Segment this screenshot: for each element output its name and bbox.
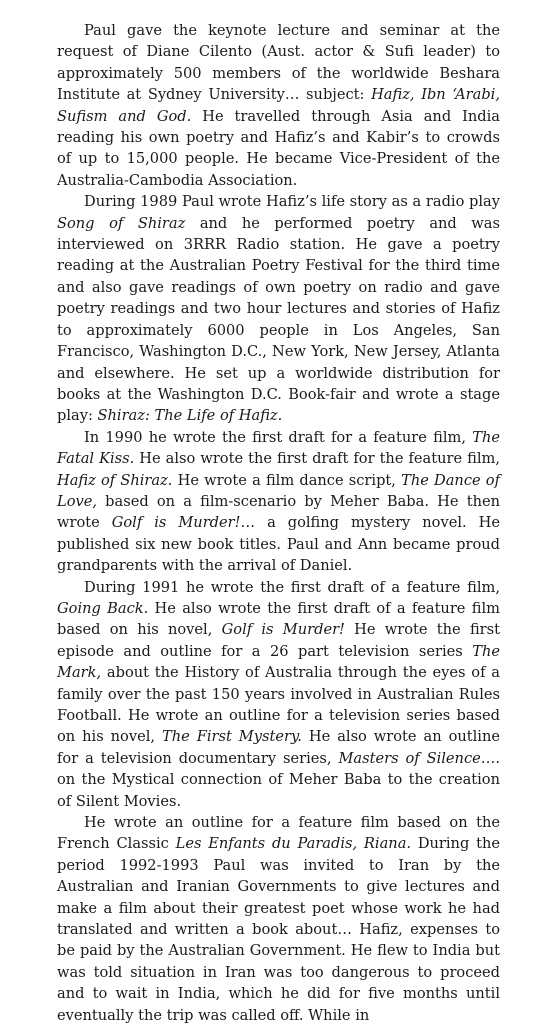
body-text: During the period 1992-1993 Paul was invited to Iran by the Australian and Iranian Governments to give lectures and make a film about their greatest poet whose work he had translated and written a book about… Hafiz, expenses to be paid by the Australian Government. He flew to India but was told situation in Iran was too dangerous to proceed and to wait in India, which he did for five months until eventually the trip was called off. While in — [57, 835, 500, 1024]
italic-title-text: Les Enfants du Paradis, Riana. — [175, 835, 412, 853]
italic-title-text: Song of Shiraz — [57, 214, 186, 232]
paragraph-1 — [57, 20, 500, 191]
italic-title-text: Masters of Silence…. — [338, 749, 501, 767]
body-text: a golfing mystery novel. He published six new book titles. Paul and Ann became proud grandparents with the arrival of Daniel. — [57, 514, 500, 575]
body-text: about the History of Australia through the eyes of a family over the past 150 years involved in Australian Rules Football. He wrote an outline for a television series based on his novel, — [57, 664, 500, 746]
italic-title-text: The Dance of Love, — [57, 471, 500, 510]
body-text: He wrote a film dance script, — [172, 471, 402, 489]
body-text: and he performed poetry and was interviewed on 3RRR Radio station. He gave a poetry reading at the Australian Poetry Festival for the third time and also gave readings of own poetry on radio and gave poetry readings and two hour lectures and stories of Hafiz to approximately 6000 people in Los Angeles, San Francisco, Washington D.C., New York, New Jersey, Atlanta and elsewhere. He set up a worldwide distribution for books at the Washington D.C. Book-fair and wrote a stage play: — [57, 214, 500, 425]
body-text: He wrote an outline for a feature film based on the French Classic — [57, 814, 500, 853]
body-text: on the Mystical connection of Meher Baba to the creation of Silent Movies. — [57, 771, 500, 810]
body-text: He wrote the first episode and outline for a 26 part television series — [57, 621, 501, 660]
italic-title-text: Going Back. — [57, 599, 149, 617]
paragraph-4 — [57, 577, 500, 812]
italic-title-text: The Fatal Kiss. — [57, 428, 500, 468]
italic-title-text: Golf is Murder! — [221, 621, 345, 639]
italic-title-text: Hafiz of Shiraz. — [57, 471, 173, 489]
italic-title-text: Hafiz, Ibn ‘Arabi, Sufism and God. — [57, 86, 500, 125]
body-text: During 1991 he wrote the first draft of a feature film, — [84, 578, 500, 596]
body-text: He travelled through Asia and India reading his own poetry and Hafiz’s and Kabir’s to crowds of up to 15,000 people. He became Vice-President of the Australia-Cambodia Association. — [57, 107, 500, 189]
paragraph-5 — [57, 812, 500, 1026]
body-text: During 1989 Paul wrote Hafiz’s life story as a radio play — [84, 193, 500, 211]
italic-title-text: The First Mystery. — [162, 728, 302, 746]
body-text: based on a film-scenario by Meher Baba. He then wrote — [57, 492, 500, 532]
body-text: He also wrote the first draft for the feature film, — [134, 450, 500, 468]
italic-title-text: Golf is Murder!… — [111, 514, 256, 532]
body-text: In 1990 he wrote the first draft for a feature film, — [84, 428, 473, 446]
paragraph-3 — [57, 427, 500, 577]
italic-title-text: The Mark, — [57, 642, 500, 682]
body-text: He also wrote the first draft of a feature film based on his novel, — [57, 599, 500, 639]
body-text: He also wrote an outline for a television documentary series, — [57, 728, 500, 767]
italic-title-text: Shiraz: The Life of Hafiz. — [97, 407, 283, 425]
body-text: Paul gave the keynote lecture and seminar at the request of Diane Cilento (Aust. actor & Sufi leader) to approximately 500 members of the worldwide Beshara Institute at Sydney University… subject: — [57, 22, 500, 104]
paragraph-2 — [57, 191, 500, 426]
